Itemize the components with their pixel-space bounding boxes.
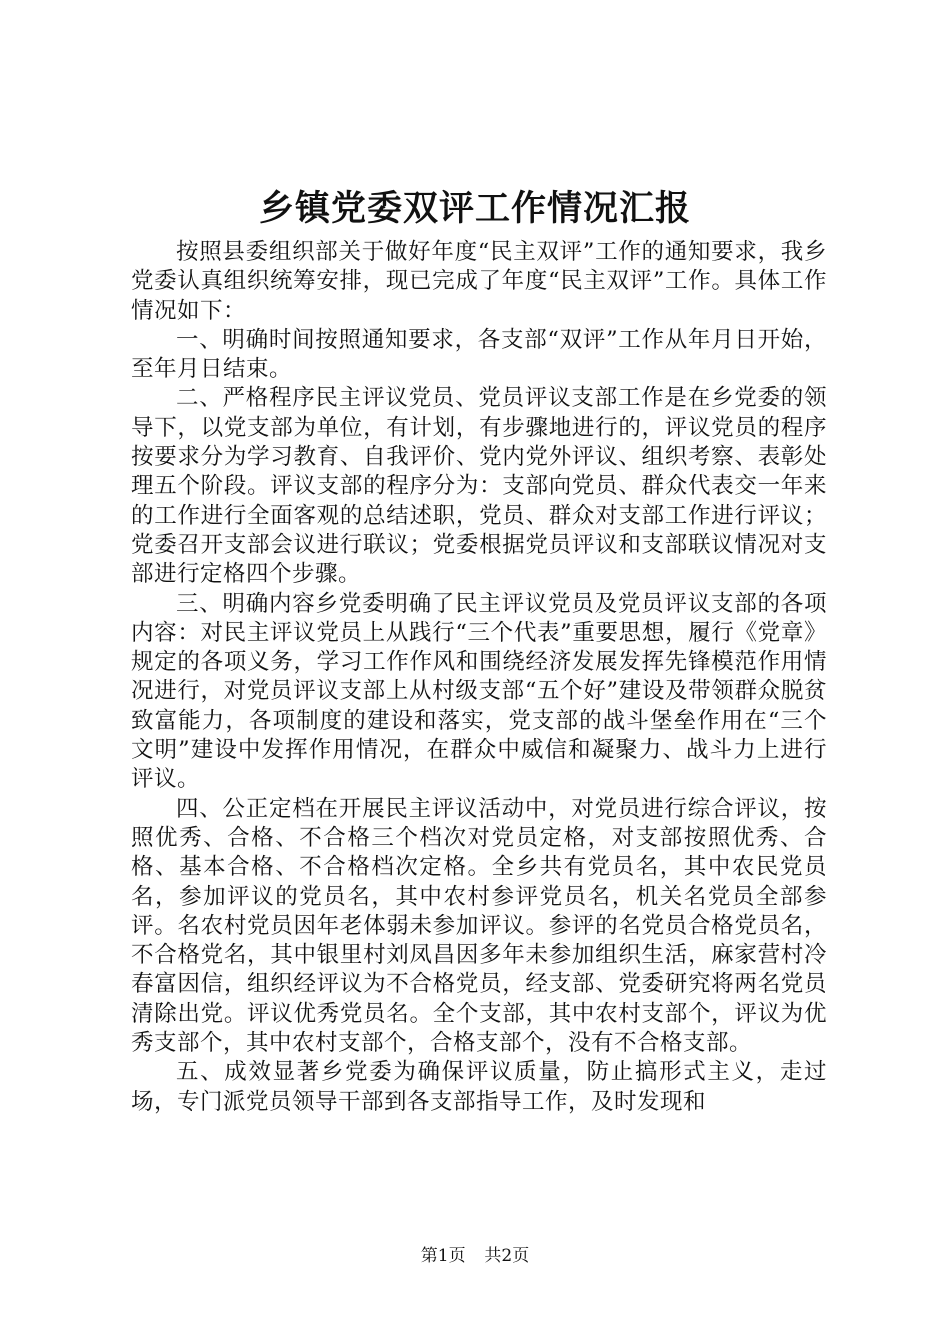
paragraph-section-5: 五、成效显著乡党委为确保评议质量，防止搞形式主义，走过场，专门派党员领导干部到各支部指导工作，及时发现和: [131, 1059, 827, 1115]
page-total: 共2页: [484, 1246, 530, 1266]
page-footer: [0, 1244, 950, 1268]
document-title: 乡镇党委双评工作情况汇报: [258, 188, 691, 229]
paragraph-section-4: 四、公正定档在开展民主评议活动中，对党员进行综合评议，按照优秀、合格、不合格三个档次对党员定格，对支部按照优秀、合格、基本合格、不合格档次定格。全乡共有党员名，其中农民党员名，参加评议的党员名，其中农村参评党员名，机关名党员全部参评。名农村党员因年老体弱未参加评议。参评的名党员合格党员名，不合格党名，其中银里村刘凤昌因多年未参加组织生活，麻家营村冷春富因信，组织经评议为不合格党员，经支部、党委研究将两名党员清除出党。评议优秀党员名。全个支部，其中农村支部个，评议为优秀支部个，其中农村支部个，合格支部个，没有不合格支部。: [131, 795, 827, 1057]
paragraph-section-3: 三、明确内容乡党委明确了民主评议党员及党员评议支部的各项内容：对民主评议党员上从践行“三个代表”重要思想，履行《党章》规定的各项义务，学习工作作风和围绕经济发展发挥先锋模范作用情况进行，对党员评议支部上从村级支部“五个好”建设及带领群众脱贫致富能力，各项制度的建设和落实，党支部的战斗堡垒作用在“三个文明”建设中发挥作用情况，在群众中威信和凝聚力、战斗力上进行评议。: [131, 590, 827, 793]
paragraph-section-1: 一、明确时间按照通知要求，各支部“双评”工作从年月日开始，至年月日结束。: [131, 326, 827, 383]
paragraph-intro: 按照县委组织部关于做好年度“民主双评”工作的通知要求，我乡党委认真组织统筹安排，现已完成了年度“民主双评”工作。具体工作情况如下：: [131, 239, 827, 324]
page-number: 第1页: [420, 1246, 466, 1266]
paragraph-section-2: 二、严格程序民主评议党员、党员评议支部工作是在乡党委的领导下，以党支部为单位，有计划，有步骤地进行的，评议党员的程序按要求分为学习教育、自我评价、党内党外评议、组织考察、表彰处理五个阶段。评议支部的程序分为：支部向党员、群众代表交一年来的工作进行全面客观的总结述职，党员、群众对支部工作进行评议；党委召开支部会议进行联议；党委根据党员评议和支部联议情况对支部进行定格四个步骤。: [131, 385, 827, 588]
document-body: [131, 238, 827, 1117]
